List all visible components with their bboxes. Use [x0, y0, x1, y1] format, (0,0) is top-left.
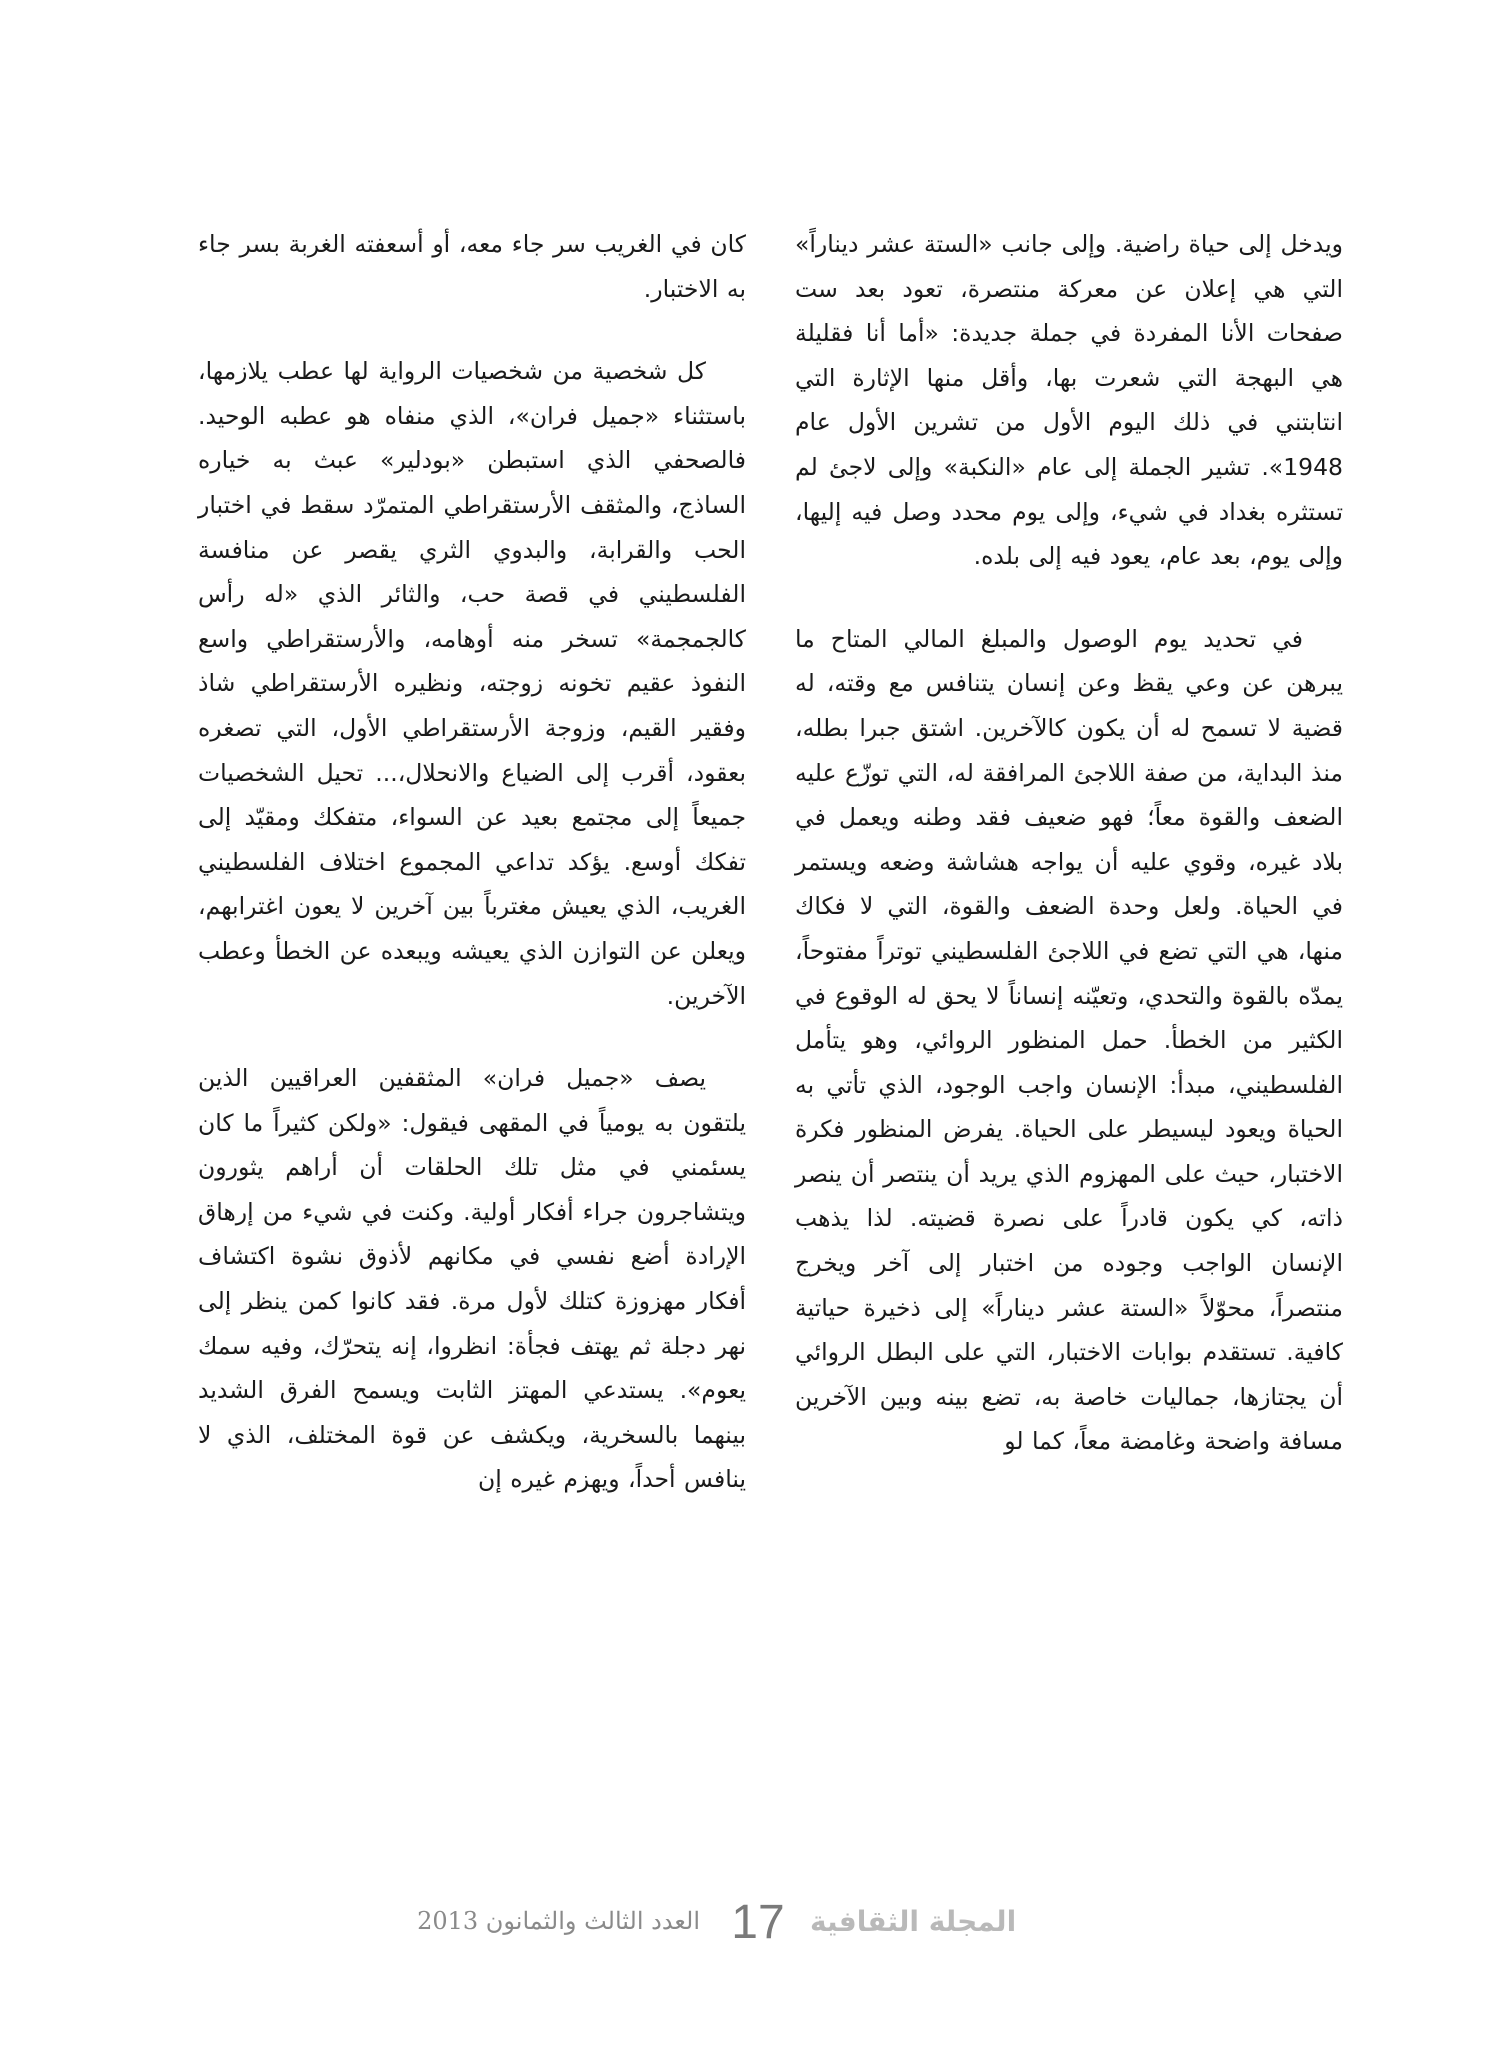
paragraph: كان في الغريب سر جاء معه، أو أسعفته الغربة بسر جاء به الاختبار.	[198, 230, 746, 303]
page-footer	[417, 1895, 1080, 1955]
paragraph: في تحديد يوم الوصول والمبلغ المالي المتاح ما يبرهن عن وعي يقظ وعن إنسان يتنافس مع وقته، له قضية لا تسمح له أن يكون كالآخرين. اشتق جبرا بطله، منذ البداية، من صفة اللاجئ المرافقة له، التي توزّع عليه الضعف والقوة معاً؛ فهو ضعيف فقد وطنه ويعمل في بلاد غيره، وقوي عليه أن يواجه هشاشة وضعه ويستمر في الحياة. ولعل وحدة الضعف والقوة، التي لا فكاك منها، هي التي تضع في اللاجئ الفلسطيني توتراً مفتوحاً، يمدّه بالقوة والتحدي، وتعيّنه إنساناً لا يحق له الوقوع في الكثير من الخطأ. حمل المنظور الروائي، وهو يتأمل الفلسطيني، مبدأ: الإنسان واجب الوجود، الذي تأتي به الحياة ويعود ليسيطر على الحياة. يفرض المنظور فكرة الاختبار، حيث على المهزوم الذي يريد أن ينتصر أن ينصر ذاته، كي يكون قادراً على نصرة قضيته. لذا يذهب الإنسان الواجب وجوده من اختبار إلى آخر ويخرج منتصراً، محوّلاً «الستة عشر ديناراً» إلى ذخيرة حياتية كافية. تستقدم بوابات الاختبار، التي على البطل الروائي أن يجتازها، جماليات خاصة به، تضع بينه وبين الآخرين مسافة واضحة وغامضة معاً، كما لو	[795, 624, 1343, 1456]
paragraph: ويدخل إلى حياة راضية. وإلى جانب «الستة عشر ديناراً» التي هي إعلان عن معركة منتصرة، تعود بعد ست صفحات الأنا المفردة في جملة جديدة: «أما أنا فقليلة هي البهجة التي شعرت بها، وأقل منها الإثارة التي انتابتني في ذلك اليوم الأول من تشرين الأول عام 1948». تشير الجملة إلى عام «النكبة» وإلى لاجئ لم تستثره بغداد في شيء، وإلى يوم محدد وصل فيه إليها، وإلى يوم، بعد عام، يعود فيه إلى بلده.	[795, 230, 1343, 571]
paragraph: يصف «جميل فران» المثقفين العراقيين الذين يلتقون به يومياً في المقهى فيقول: «ولكن كثيراً ما كان يسئمني في مثل تلك الحلقات أن أراهم يثورون ويتشاجرون جراء أفكار أولية. وكنت في شيء من إرهاق الإرادة أضع نفسي في مكانهم لأذوق نشوة اكتشاف أفكار مهزوزة كتلك لأول مرة. فقد كانوا كمن ينظر إلى نهر دجلة ثم يهتف فجأة: انظروا، إنه يتحرّك، وفيه سمك يعوم». يستدعي المهتز الثابت ويسمح الفرق الشديد بينهما بالسخرية، ويكشف عن قوة المختلف، الذي لا ينافس أحداً، ويهزم غيره إن	[198, 1064, 746, 1494]
left-text-column	[198, 222, 746, 1502]
page-number: 17	[731, 1896, 785, 1949]
magazine-name: المجلة الثقافية	[810, 1905, 1017, 1938]
paragraph: كل شخصية من شخصيات الرواية لها عطب يلازمها، باستثناء «جميل فران»، الذي منفاه هو عطبه الوحيد. فالصحفي الذي استبطن «بودلير» عبث به خياره الساذج، والمثقف الأرستقراطي المتمرّد سقط في اختبار الحب والقرابة، والبدوي الثري يقصر عن منافسة الفلسطيني في قصة حب، والثائر الذي «له رأس كالجمجمة» تسخر منه أوهامه، والأرستقراطي واسع النفوذ عقيم تخونه زوجته، ونظيره الأرستقراطي شاذ وفقير القيم، وزوجة الأرستقراطي الأول، التي تصغره بعقود، أقرب إلى الضياع والانحلال،... تحيل الشخصيات جميعاً إلى مجتمع بعيد عن السواء، متفكك ومقيّد إلى تفكك أوسع. يؤكد تداعي المجموع اختلاف الفلسطيني الغريب، الذي يعيش مغترباً بين آخرين لا يعون اغترابهم، ويعلن عن التوازن الذي يعيشه ويبعده عن الخطأ وعطب الآخرين.	[198, 357, 746, 1010]
issue-label: العدد الثالث والثمانون 2013	[417, 1907, 700, 1935]
right-text-column	[795, 222, 1343, 1464]
